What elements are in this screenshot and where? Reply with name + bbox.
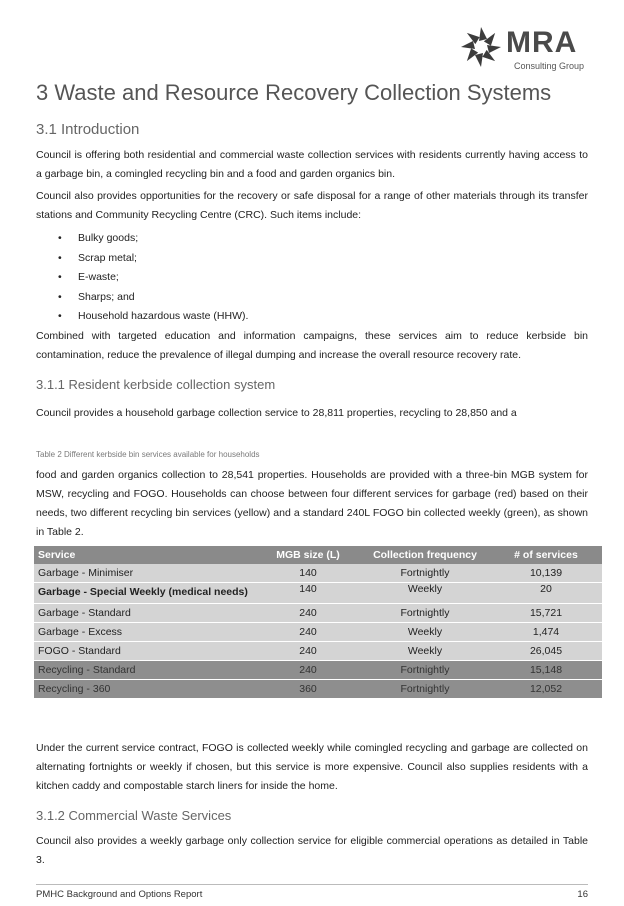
table-cell: 15,721 — [490, 604, 602, 623]
section-heading: 3.1 Introduction — [36, 121, 140, 138]
list-item: • Bulky goods; — [36, 229, 248, 249]
intro-paragraph-3: Combined with targeted education and information campaigns, these services aim to reduce kerbside bin contamination, reduce the prevalence of illegal dumping and increase the overall resource recovery rate. — [36, 330, 588, 361]
table-cell: Fortnightly — [360, 604, 490, 623]
table-cell: 240 — [256, 642, 360, 661]
table-cell: Fortnightly — [360, 564, 490, 583]
logo-subtitle: Consulting Group — [514, 61, 585, 71]
table-cell: Weekly — [360, 583, 490, 604]
column-header-service: Service — [34, 546, 256, 564]
table-row — [34, 604, 602, 623]
logo-wordmark: MRA — [506, 26, 578, 59]
table-cell: 240 — [256, 623, 360, 642]
mra-logo — [458, 24, 588, 76]
bin-services-table — [34, 546, 602, 699]
list-item: • Sharps; and — [36, 288, 248, 308]
column-header-mgb-size: MGB size (L) — [256, 546, 360, 564]
table-cell: 15,148 — [490, 661, 602, 680]
table-row — [34, 623, 602, 642]
table-cell: Fortnightly — [360, 661, 490, 680]
table-cell: 360 — [256, 680, 360, 699]
table-cell: 240 — [256, 661, 360, 680]
table-cell: Garbage - Standard — [34, 604, 256, 623]
table-header-row — [34, 546, 602, 564]
table-cell: 1,474 — [490, 623, 602, 642]
intro-paragraph-2: Council also provides opportunities for the recovery or safe disposal for a range of other materials through its transfer stations and Community Recycling Centre (CRC). Such items include: — [36, 190, 588, 221]
list-item: • E-waste; — [36, 268, 248, 288]
resident-paragraph-3: Under the current service contract, FOGO is collected weekly while comingled recycling and garbage are collected on alternating fortnights or weekly if chosen, but this service is more expensive. Council also supplies residents with a kitchen caddy and compostable starch liners for inside the home. — [36, 742, 588, 792]
table-cell: 140 — [256, 564, 360, 583]
table-cell: 10,139 — [490, 564, 602, 583]
table-cell: FOGO - Standard — [34, 642, 256, 661]
commercial-paragraph: Council also provides a weekly garbage only collection service for eligible commercial operations as detailed in Table 3. — [36, 835, 588, 866]
table-row — [34, 564, 602, 583]
footer-divider — [36, 884, 588, 885]
table-row — [34, 661, 602, 680]
table-cell: 240 — [256, 604, 360, 623]
table-cell: Weekly — [360, 642, 490, 661]
materials-list — [36, 229, 248, 327]
footer-page-number: 16 — [577, 889, 588, 900]
table-caption: Table 2 Different kerbside bin services available for households — [36, 450, 260, 459]
table-cell: Garbage - Excess — [34, 623, 256, 642]
list-item: • Household hazardous waste (HHW). — [36, 307, 248, 327]
subsection-heading-resident: 3.1.1 Resident kerbside collection system — [36, 377, 276, 392]
table-cell: 140 — [256, 583, 360, 604]
table-cell: 26,045 — [490, 642, 602, 661]
column-header-services: # of services — [490, 546, 602, 564]
table-cell: Weekly — [360, 623, 490, 642]
table-cell: Garbage - Minimiser — [34, 564, 256, 583]
list-item: • Scrap metal; — [36, 249, 248, 269]
chapter-heading: 3 Waste and Resource Recovery Collection Systems — [36, 80, 552, 105]
table-cell: Garbage - Special Weekly (medical needs) — [34, 583, 256, 604]
table-row — [34, 642, 602, 661]
table-cell: 12,052 — [490, 680, 602, 699]
intro-paragraph-1: Council is offering both residential and commercial waste collection services with residents currently having access to a garbage bin, a comingled recycling bin and a food and garden organics bin. — [36, 149, 588, 180]
resident-paragraph-1: Council provides a household garbage collection service to 28,811 properties, recycling to 28,850 and a — [36, 407, 517, 419]
subsection-heading-commercial: 3.1.2 Commercial Waste Services — [36, 808, 232, 823]
table-row — [34, 583, 602, 604]
resident-paragraph-2: food and garden organics collection to 28,541 properties. Households are provided with a three-bin MGB system for MSW, recycling and FOGO. Households can choose between four different services for garbage (red) based on their needs, two different recycling bin services (yellow) and a standard 240L FOGO bin collected weekly (green), as shown in Table 2. — [36, 469, 588, 538]
table-cell: 20 — [490, 583, 602, 604]
table-cell: Fortnightly — [360, 680, 490, 699]
table-row — [34, 680, 602, 699]
column-header-frequency: Collection frequency — [360, 546, 490, 564]
table-cell: Recycling - 360 — [34, 680, 256, 699]
mra-logo-icon — [458, 24, 504, 70]
table-cell: Recycling - Standard — [34, 661, 256, 680]
footer-report-title: PMHC Background and Options Report — [36, 889, 203, 900]
